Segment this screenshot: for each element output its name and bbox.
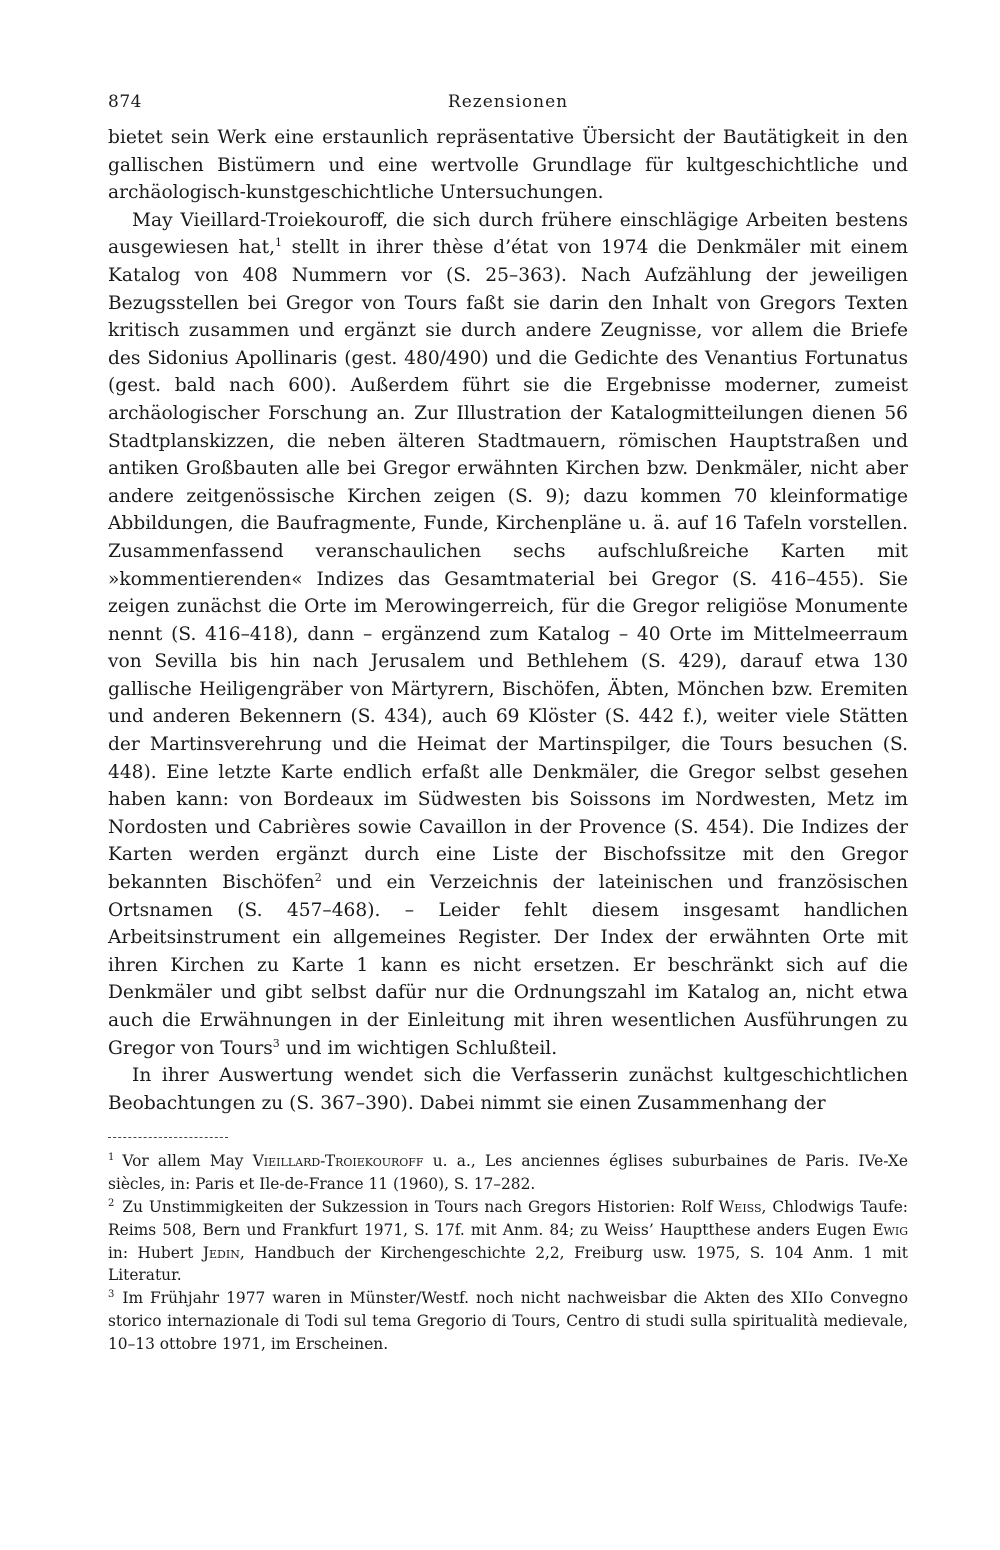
footnote-2-text-c: in: Hubert — [108, 1243, 203, 1262]
footnote-ref-1[interactable]: 1 — [274, 236, 282, 250]
paragraph-2-part-b: stellt in ihrer thèse d’état von 1974 die Denkmäler mit einem Katalog von 408 Nummern vor (S. 25–363). Nach Aufzählung der jeweiligen Bezugsstellen bei Gregor von Tours faßt sie darin den Inhalt von Gregors Texten kritisch zusammen und ergänzt sie durch andere Zeugnisse, vor allem die Briefe des Sidonius Apollinaris (gest. 480/490) und die Gedichte des Venantius Fortunatus (gest. bald nach 600). Außerdem führt sie die Ergebnisse moderner, zumeist archäologischer Forschung an. Zur Illustration der Katalogmitteilungen dienen 56 Stadtplanskizzen, die neben älteren Stadtmauern, römischen Hauptstraßen und antiken Großbauten alle bei Gregor erwähnten Kirchen bzw. Denkmäler, nicht aber andere zeitgenössische Kirchen zeigen (S. 9); dazu kommen 70 kleinformatige Abbildungen, die Baufragmente, Funde, Kirchenpläne u. ä. auf 16 Tafeln vorstellen. Zusammenfassend veranschaulichen sechs aufschlußreiche Karten mit »kommentierenden« Indizes das Gesamtmaterial bei Gregor (S. 416–455). Sie zeigen zunächst die Orte im Merowingerreich, für die Gregor religiöse Monumente nennt (S. 416–418), dann – ergänzend zum Katalog – 40 Orte im Mittelmeerraum von Sevilla bis hin nach Jerusalem und Bethlehem (S. 429), darauf etwa 130 gallische Heiligengräber von Märtyrern, Bischöfen, Äbten, Mönchen bzw. Eremiten und anderen Bekennern (S. 434), auch 69 Klöster (S. 442 f.), weiter viele Stätten der Martinsverehrung und die Heimat der Martinspilger, die Tours besuchen (S. 448). Eine letzte Karte endlich erfaßt alle Denkmäler, die Gregor selbst gesehen haben kann: von Bordeaux im Südwesten bis Soissons im Nordwesten, Metz im Nordosten und Cabrières sowie Cavaillon in der Provence (S. 454). Die Indizes der Karten werden ergänzt durch eine Liste der Bischofssitze mit den Gregor bekannten Bischöfen — [108, 237, 909, 894]
footnote-3-text: Im Frühjahr 1977 waren in Münster/Westf. noch nicht nachweisbar die Akten des XIIo Convegno storico internazionale di Todi sul tema Gregorio di Tours, Centro di studi sulla spiritualità medievale, 10–13 ottobre 1971, im Erscheinen. — [108, 1289, 908, 1353]
footnote-1 — [108, 1150, 908, 1196]
footnote-ref-3[interactable]: 3 — [272, 1036, 280, 1050]
running-title: Rezensionen — [447, 92, 569, 112]
footnote-1-text-b: u. a., Les anciennes églises suburbaines de Paris. IVe-Xe siècles, in: Paris et Ile-de-France 11 (1960), S. 17–282. — [108, 1152, 908, 1194]
running-head — [108, 92, 908, 124]
footnote-divider — [108, 1137, 228, 1138]
footnote-1-text-a: Vor allem May — [122, 1152, 253, 1171]
footnote-2-mark: 2 — [108, 1197, 115, 1209]
paragraph-2-part-c: und ein Verzeichnis der lateinischen und französischen Ortsnamen (S. 457–468). – Leider fehlt diesem insgesamt handlichen Arbeitsinstrument ein allgemeines Register. Der Index der erwähnten Orte mit ihren Kirchen zu Karte 1 kann es nicht ersetzen. Er beschränkt sich auf die Denkmäler und gibt selbst dafür nur die Ordnungszahl im Katalog an, nicht etwa auch die Erwähnungen in der Einleitung mit ihren wesentlichen Ausführungen zu Gregor von Tours — [108, 872, 908, 1059]
footnotes — [108, 1150, 908, 1355]
footnote-3-mark: 3 — [108, 1289, 115, 1301]
paragraph-1: bietet sein Werk eine erstaunlich repräsentative Übersicht der Bautätigkeit in den gallischen Bistümern und eine wertvolle Grundlage für kultgeschichtliche und archäologisch-kunstgeschichtliche Untersuchungen. — [108, 127, 908, 204]
paragraph-2-part-d: und im wichtigen Schlußteil. — [279, 1037, 558, 1059]
footnote-2-author-ewig: Ewig — [872, 1220, 908, 1239]
footnote-2-text-a: Zu Unstimmigkeiten der Sukzession in Tours nach Gregors Historien: Rolf — [122, 1197, 719, 1216]
body-text — [108, 124, 908, 1117]
footnote-1-author: Vieillard-Troiekouroff — [252, 1152, 424, 1171]
footnote-2-text-d: , Handbuch der Kirchengeschichte 2,2, Freiburg usw. 1975, S. 104 Anm. 1 mit Literatur. — [108, 1243, 908, 1285]
footnote-2-author-weiss: Weiss — [718, 1197, 762, 1216]
footnote-3 — [108, 1287, 908, 1355]
paragraph-2-part-a: May Vieillard-Troiekouroff, die sich durch frühere einschlägige Arbeiten bestens ausgewiesen hat, — [108, 209, 908, 259]
page — [108, 92, 908, 1512]
page-number: 874 — [108, 92, 142, 112]
footnote-1-mark: 1 — [108, 1152, 115, 1164]
footnote-2-text-b: , Chlodwigs Taufe: Reims 508, Bern und Frankfurt 1971, S. 17f. mit Anm. 84; zu Weiss’ Hauptthese anders Eugen — [108, 1197, 908, 1239]
paragraph-2 — [108, 207, 908, 1062]
footnote-ref-2[interactable]: 2 — [314, 871, 322, 885]
footnote-2-author-jedin: Jedin — [202, 1243, 240, 1262]
footnote-2 — [108, 1196, 908, 1287]
paragraph-3: In ihrer Auswertung wendet sich die Verfasserin zunächst kultgeschichtlichen Beobachtungen zu (S. 367–390). Dabei nimmt sie einen Zusammenhang der — [108, 1065, 908, 1114]
